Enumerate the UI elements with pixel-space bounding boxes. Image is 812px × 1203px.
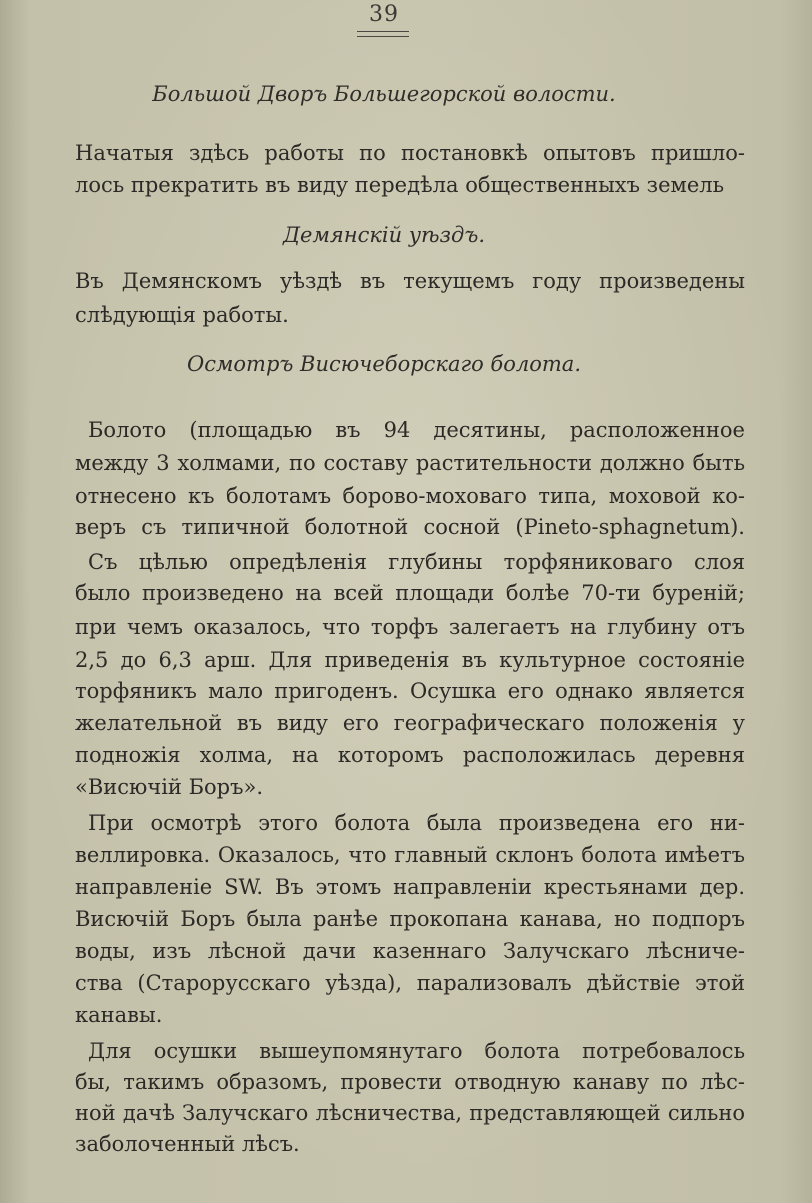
text-line: При осмотрѣ этого болота была произведена его ни- <box>88 811 745 835</box>
text-line: Начатыя здѣсь работы по постановкѣ опытовъ пришло- <box>75 141 745 165</box>
text-line: веллировка. Оказалось, что главный склонъ болота имѣетъ <box>75 843 745 867</box>
text-line: лось прекратить въ виду передѣла общественныхъ земель <box>75 173 725 197</box>
text-line: при чемъ оказалось, что торфъ залегаетъ на глубину отъ <box>75 615 745 639</box>
text-line: желательной въ виду его географическаго положенія у <box>75 711 745 735</box>
text-line: подножія холма, на которомъ расположилась деревня <box>75 743 745 767</box>
text-line: 2,5 до 6,3 арш. Для приведенія въ культурное состояніе <box>75 648 745 672</box>
text-line: было произведено на всей площади болѣе 70-ти буреній; <box>75 581 745 605</box>
text-line: слѣдующія работы. <box>75 303 289 327</box>
text-line: Съ цѣлью опредѣленія глубины торфяниковаго слоя <box>88 550 745 574</box>
page-number-rule-bottom <box>357 36 409 37</box>
text-line: Въ Демянскомъ уѣздѣ въ текущемъ году произведены <box>75 269 745 293</box>
text-line: бы, такимъ образомъ, провести отводную канаву по лѣс- <box>75 1070 745 1094</box>
text-line: между 3 холмами, по составу растительности должно быть <box>75 451 745 475</box>
text-line: направленіе SW. Въ этомъ направленіи крестьянами дер. <box>75 875 745 899</box>
text-line: ной дачѣ Залучскаго лѣсничества, представляющей сильно <box>75 1101 745 1125</box>
section-heading-osmotr-bolota: Осмотръ Висючеборскаго болота. <box>187 352 581 376</box>
text-line: веръ съ типичной болотной сосной (Pineto-sphagnetum). <box>75 515 745 539</box>
page-number: 39 <box>369 2 399 27</box>
section-heading-bolshoy-dvor: Большой Дворъ Большегорской волости. <box>152 82 616 106</box>
text-line: Висючій Боръ была ранѣе прокопана канава, но подпоръ <box>75 907 745 931</box>
text-line: отнесено къ болотамъ борово-моховаго типа, моховой ко- <box>75 484 745 508</box>
text-line: заболоченный лѣсъ. <box>75 1132 300 1156</box>
text-line: торфяникъ мало пригоденъ. Осушка его однако является <box>75 679 745 703</box>
page-number-rule-top <box>357 31 409 32</box>
text-line: Болото (площадью въ 94 десятины, расположенное <box>88 418 745 442</box>
section-heading-demyansky-uezd: Демянскій уѣздъ. <box>282 223 485 247</box>
text-line: канавы. <box>75 1003 163 1027</box>
text-line: «Висючій Боръ». <box>75 775 263 799</box>
text-line: воды, изъ лѣсной дачи казеннаго Залучскаго лѣсниче- <box>75 939 745 963</box>
text-line: Для осушки вышеупомянутаго болота потребовалось <box>88 1039 745 1063</box>
text-line: ства (Старорусскаго уѣзда), парализовалъ дѣйствіе этой <box>75 971 745 995</box>
